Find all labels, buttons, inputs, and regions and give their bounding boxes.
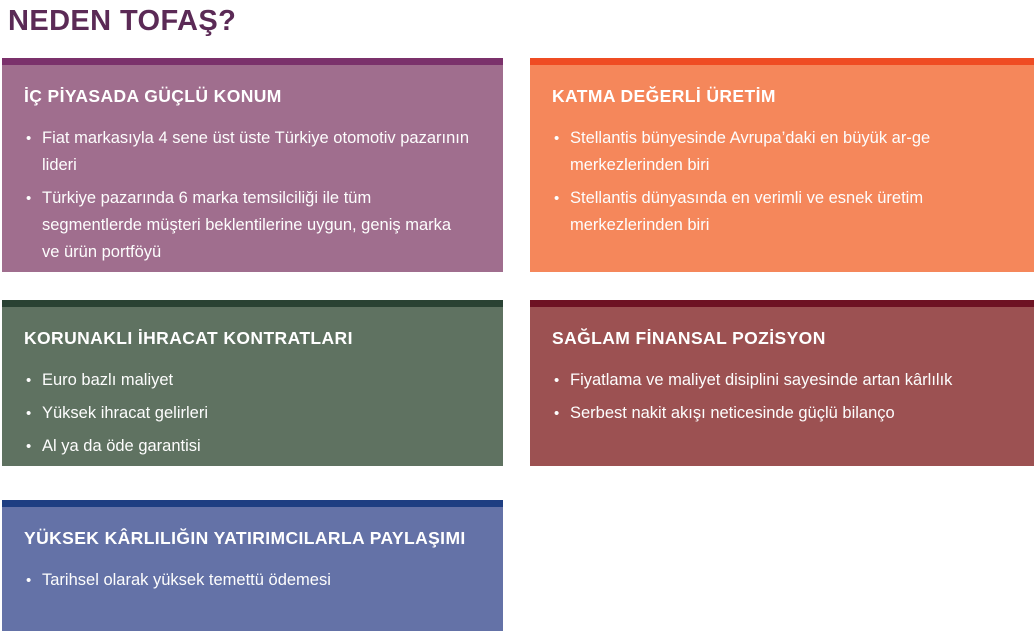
- card-body: [2, 307, 503, 466]
- card-accent-strip: [2, 500, 503, 507]
- card-bullet-list: [24, 125, 481, 266]
- card-bullet-list: [24, 567, 481, 594]
- card-solid-financial-position: [530, 300, 1034, 466]
- card-bullet-list: [24, 367, 481, 460]
- bullet-item: • Yüksek ihracat gelirleri: [24, 400, 472, 427]
- bullet-item: • Stellantis bünyesinde Avrupa’daki en büyük ar-ge merkezlerinden biri: [552, 125, 1000, 179]
- card-profit-sharing-with-investors: [2, 500, 503, 631]
- card-bullet-list: [552, 367, 1012, 427]
- card-title: SAĞLAM FİNANSAL POZİSYON: [552, 328, 826, 348]
- bullet-item: • Euro bazlı maliyet: [24, 367, 472, 394]
- card-accent-strip: [2, 300, 503, 307]
- card-accent-strip: [530, 300, 1034, 307]
- card-body: [530, 65, 1034, 272]
- card-domestic-market-position: [2, 58, 503, 272]
- card-body: [530, 307, 1034, 466]
- card-title: KORUNAKLI İHRACAT KONTRATLARI: [24, 328, 353, 348]
- card-accent-strip: [530, 58, 1034, 65]
- card-bullet-list: [552, 125, 1012, 239]
- bullet-item: • Türkiye pazarında 6 marka temsilciliği ile tüm segmentlerde müşteri beklentilerine uygun, geniş marka ve ürün portföyü: [24, 185, 472, 266]
- bullet-item: • Tarihsel olarak yüksek temettü ödemesi: [24, 567, 472, 594]
- bullet-item: • Fiyatlama ve maliyet disiplini sayesinde artan kârlılık: [552, 367, 1000, 394]
- card-title: KATMA DEĞERLİ ÜRETİM: [552, 86, 776, 106]
- bullet-item: • Al ya da öde garantisi: [24, 433, 472, 460]
- card-protected-export-contracts: [2, 300, 503, 466]
- bullet-item: • Stellantis dünyasında en verimli ve esnek üretim merkezlerinden biri: [552, 185, 1000, 239]
- card-body: [2, 65, 503, 272]
- card-body: [2, 507, 503, 631]
- card-accent-strip: [2, 58, 503, 65]
- bullet-item: • Fiat markasıyla 4 sene üst üste Türkiye otomotiv pazarının lideri: [24, 125, 472, 179]
- card-title: YÜKSEK KÂRLILIĞIN YATIRIMCILARLA PAYLAŞIMI: [24, 528, 466, 548]
- bullet-item: • Serbest nakit akışı neticesinde güçlü bilanço: [552, 400, 1000, 427]
- card-value-added-production: [530, 58, 1034, 272]
- page-title: NEDEN TOFAŞ?: [8, 5, 237, 37]
- card-title: İÇ PİYASADA GÜÇLÜ KONUM: [24, 86, 282, 106]
